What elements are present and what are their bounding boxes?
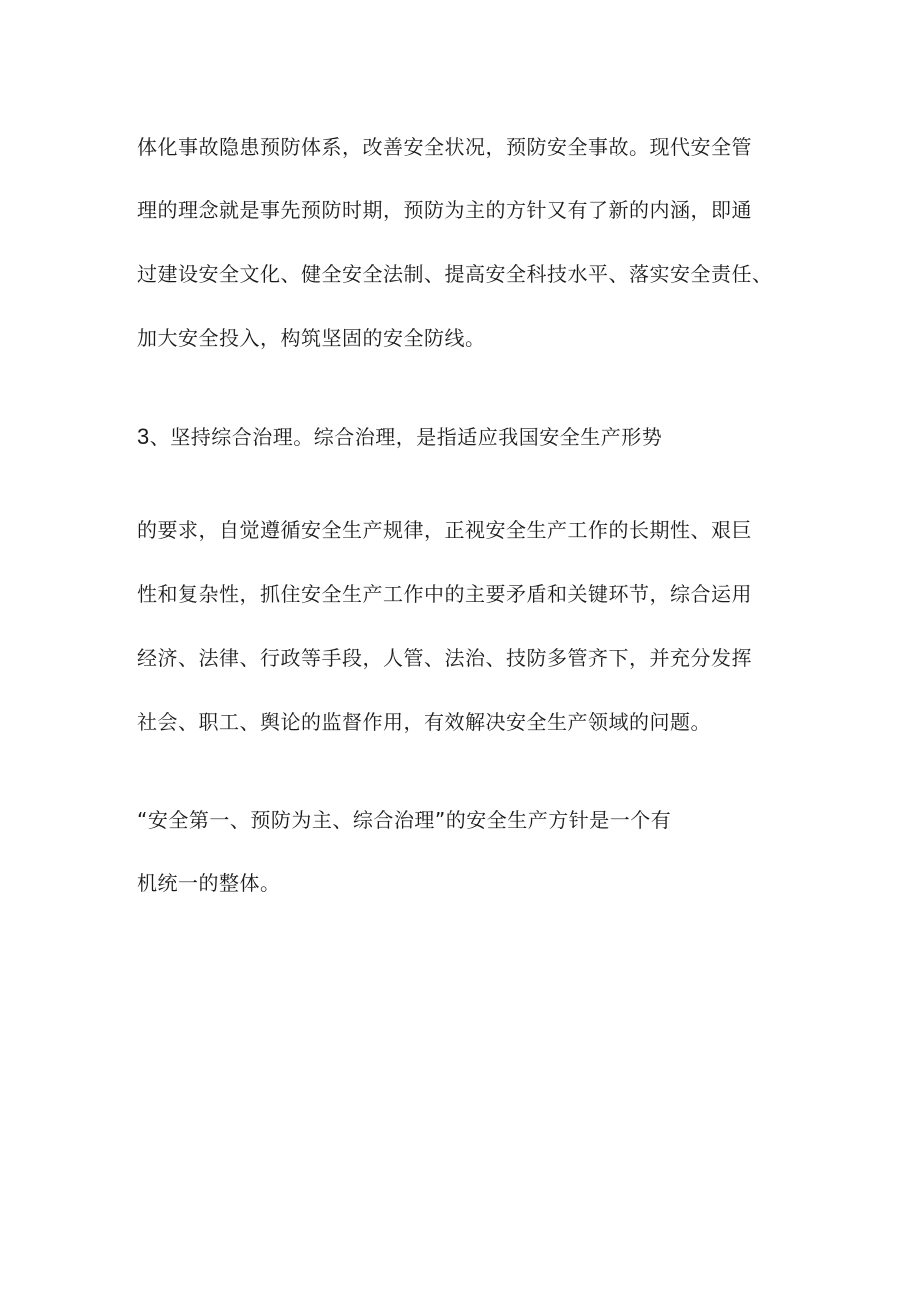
text-line: 的要求，自觉遵循安全生产规律，正视安全生产工作的长期性、艰巨 (137, 518, 752, 542)
text-line: 体化事故隐患预防体系，改善安全状况，预防安全事故。现代安全管 (137, 135, 752, 159)
section-number: 3 (137, 424, 150, 449)
text-line: 机统一的整体。 (137, 871, 281, 895)
text-line: 加大安全投入，构筑坚固的安全防线。 (137, 326, 486, 350)
text-line: 性和复杂性，抓住安全生产工作中的主要矛盾和关键环节，综合运用 (137, 582, 752, 606)
section-heading-line (137, 425, 662, 449)
text-line: 理的理念就是事先预防时期，预防为主的方针又有了新的内涵，即通 (137, 198, 752, 222)
text-line: 社会、职工、舆论的监督作用，有效解决安全生产领域的问题。 (137, 710, 711, 734)
text-line: 经济、法律、行政等手段，人管、法治、技防多管齐下，并充分发挥 (137, 646, 752, 670)
text-line: 、坚持综合治理。综合治理，是指适应我国安全生产形势 (149, 425, 663, 449)
text-line: “安全第一、预防为主、综合治理”的安全生产方针是一个有 (137, 808, 672, 832)
text-line: 过建设安全文化、健全安全法制、提高安全科技水平、落实安全责任、 (137, 262, 773, 286)
